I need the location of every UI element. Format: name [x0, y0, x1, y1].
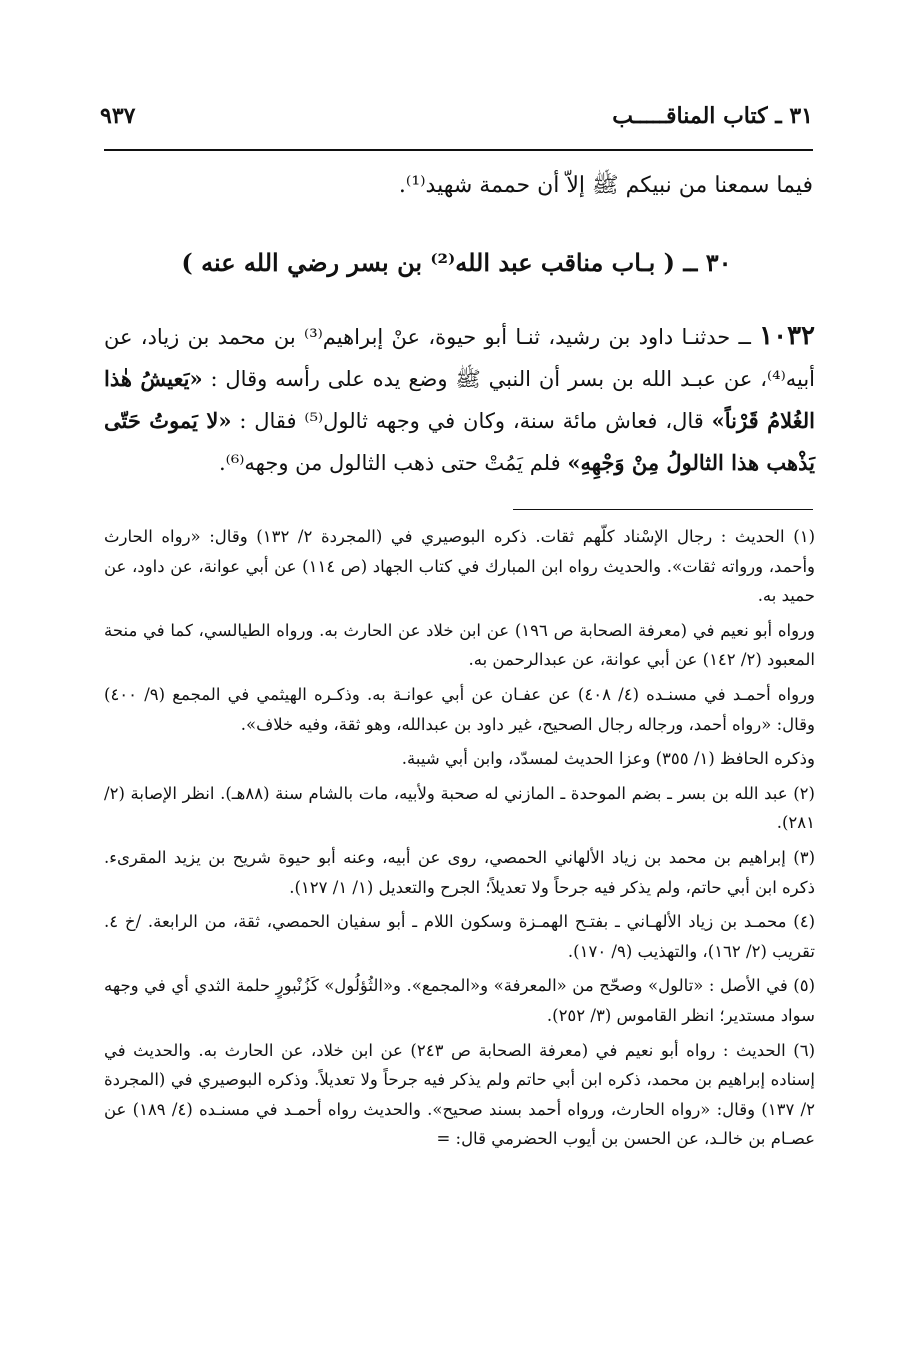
hadith-paragraph [104, 316, 815, 484]
footnote: ورواه أبو نعيم في (معرفة الصحابة ص ١٩٦) عن ابن خلاد عن الحارث به. ورواه الطيالسي، كما في منحة المعبود (٢/ ١٤٢) عن أبي عوانة، عن عبدالرحمن به. [104, 620, 815, 670]
header-rule [104, 149, 813, 151]
running-header [100, 98, 813, 134]
page-number: ٩٣٧ [100, 103, 136, 129]
chapter-running-title: ٣١ ـ كتاب المناقـــــب [612, 103, 813, 129]
hadith-quote: «لا يَموتُ حَتّى يَذْهب هذا الثالولُ مِنْ وَجْهِهِ» [104, 408, 815, 475]
footnote: ورواه أحمـد في مسنـده (٤/ ٤٠٨) عن عفـان عن أبي عوانـة به. وذكـره الهيثمي في المجمع (٩/ ٤٠٠) وقال: «رواه أحمد، ورجاله رجال الصحيح، غير داود بن عبدالله، وهو ثقة، وفيه خلاف». [104, 684, 815, 734]
footnotes [104, 522, 815, 1159]
footnote-separator [513, 509, 813, 510]
footnote: وذكره الحافظ (١/ ٣٥٥) وعزا الحديث لمسدّد، وابن أبي شيبة. [401, 749, 815, 769]
footnote: (٤) محمـد بن زياد الألهـاني ـ بفتـح الهمـزة وسكون اللام ـ أبو سفيان الحمصي، ثقة، من الرابعة. /خ ٤. تقريب (٢/ ١٦٢)، والتهذيب (٩/ ١٧٠). [104, 912, 815, 961]
footnote: (١) الحديث : رجال الإسْناد كلّهم ثقات. ذكره البوصيري في (المجردة ٢/ ١٣٢) وقال: «رواه الحارث وأحمد، ورواته ثقات». والحديث رواه ابن المبارك في كتاب الجهاد (ص ١١٤) عن أبي عوانة، عن داود، عن حميد به. [104, 527, 816, 606]
hadith-text-part: فلم يَمُتْ حتى ذهب الثالول من وجهه⁽⁶⁾. [218, 451, 568, 475]
hadith-text-part: قال، فعاش مائة سنة، وكان في وجهه ثالول⁽⁵⁾ فقال : [231, 409, 712, 433]
hadith-quote: «يَعيشُ هٰذا الغُلامُ قَرْناً» [104, 366, 816, 433]
footnote: (٣) إبراهيم بن محمد بن زياد الألهاني الحمصي، روى عن أبيه، وعنه أبو حيوة شريح بن يزيد المقرىء. ذكره ابن أبي حاتم، ولم يذكر فيه جرحاً ولا تعديلاً؛ الجرح والتعديل (١/ ١/ ١٢٧). [104, 847, 815, 897]
hadith-text-part: ــ حدثنـا داود بن رشيد، ثنـا أبو حيوة، عنْ إبراهيم⁽³⁾ بن محمد بن زياد، عن أبيه⁽⁴⁾، عن عبـد الله بن بسر أن النبي ﷺ وضع يده على رأسه وقال : [104, 325, 815, 391]
hadith-number: ١٠٣٢ [759, 321, 815, 351]
footnote: (٦) الحديث : رواه أبو نعيم في (معرفة الصحابة ص ٢٤٣) عن ابن خلاد، عن الحارث به. والحديث في إسناده إبراهيم بن محمد، ذكره ابن أبي حاتم ولم يذكر فيه جرحاً ولا تعديلاً. وذكره البوصيري في (المجردة ٢/ ١٣٧) وقال: «رواه الحارث، ورواه أحمد بسند صحيح». والحديث رواه أحمـد في مسنـده (٤/ ١٨٩) عن عصـام بن خالـد، عن الحسن بن أيوب الحضرمي قال: = [104, 1040, 815, 1149]
footnote: (٢) عبد الله بن بسر ـ بضم الموحدة ـ المازني له صحبة ولأبيه، مات بالشام سنة (٨٨هـ). انظر الإصابة (٢/ ٢٨١). [104, 783, 815, 833]
footnote: (٥) في الأصل : «تالول» وصحّح من «المعرفة» و«المجمع». و«الثُؤلُول» كَزُنْبورٍ حلمة الثدي أي في وجهه سواد مستدير؛ انظر القاموس (٣/ ٢٥٢). [104, 976, 815, 1025]
continuation-text: فيما سمعنا من نبيكم ﷺ إلاّ أن حممة شهيد⁽¹⁾. [398, 173, 813, 198]
chapter-heading: ٣٠ ــ ( بـاب مناقب عبد الله⁽²⁾ بن بسر رضي الله عنه ) [181, 248, 732, 277]
